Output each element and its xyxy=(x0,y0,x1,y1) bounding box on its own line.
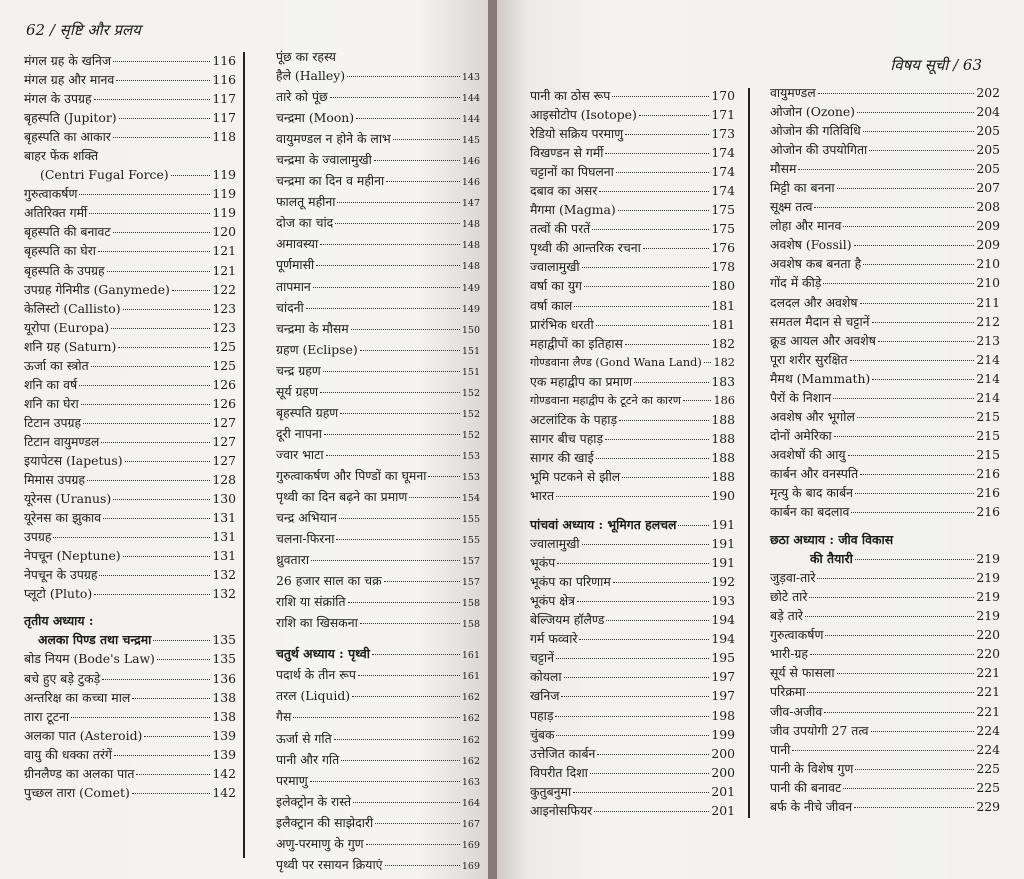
toc-entry: महाद्वीपों का इतिहास 182 xyxy=(530,335,735,351)
toc-entry: लोहा और मानव 209 xyxy=(770,218,1000,234)
toc-entry: चन्द्र ग्रहण 151 xyxy=(276,362,480,378)
toc-entry: वायुमण्डल 202 xyxy=(770,85,1000,100)
toc-entry: केलिस्टो (Callisto) 123 xyxy=(24,300,236,316)
toc-entry: मैगमा (Magma) 175 xyxy=(530,202,735,218)
toc-entry: बृहस्पति (Jupitor) 117 xyxy=(24,110,236,126)
toc-entry: ग्रहण (Eclipse) 151 xyxy=(276,341,480,357)
toc-entry: वर्षा काल 181 xyxy=(530,297,735,313)
toc-entry: परिक्रमा 221 xyxy=(770,684,1000,700)
toc-entry: पानी के विशेष गुण 225 xyxy=(770,760,1000,776)
toc-entry: ध्रुवतारा 157 xyxy=(276,552,480,568)
toc-entry: आइनोसफियर 201 xyxy=(530,802,735,818)
toc-entry: मौसम 205 xyxy=(770,161,1000,177)
toc-entry: बड़े तारे 219 xyxy=(770,608,1000,624)
toc-entry: तारा टूटना 138 xyxy=(24,708,236,724)
toc-entry: गुरुत्वाकर्षण 220 xyxy=(770,627,1000,643)
toc-entry: भूमि पटकने से झील 188 xyxy=(530,468,735,484)
toc-entry: कुतुबनुमा 201 xyxy=(530,783,735,799)
toc-column-2 xyxy=(276,47,480,876)
toc-entry: बृहस्पति की बनावट 120 xyxy=(24,224,236,240)
chapter-heading: की तैयारी 219 xyxy=(810,551,1000,567)
toc-entry: बर्फ के नीचे जीवन 229 xyxy=(770,798,1000,814)
chapter-heading: छठा अध्याय : जीव विकास xyxy=(770,532,894,548)
toc-entry: भूकंप 191 xyxy=(530,555,735,571)
toc-entry: पृथ्वी पर रसायन क्रियाएं 169 xyxy=(276,856,480,872)
toc-entry: पैरों के निशान 214 xyxy=(770,389,1000,405)
column-divider xyxy=(243,52,245,858)
toc-entry: नेपचून (Neptune) 131 xyxy=(24,548,236,564)
toc-entry: पुच्छल तारा (Comet) 142 xyxy=(24,784,236,800)
toc-entry: कार्बन और वनस्पति 216 xyxy=(770,465,1000,481)
toc-entry: यूरेनस का झुकाव 131 xyxy=(24,510,236,526)
toc-entry: वायुमण्डल न होने के लाभ 145 xyxy=(276,131,480,147)
toc-entry: ऊर्जा का स्त्रोत 125 xyxy=(24,357,236,373)
toc-entry: वर्षा का युग 180 xyxy=(530,278,735,294)
toc-entry: मिट्टी का बनना 207 xyxy=(770,180,1000,196)
toc-entry: तत्वों की परतें 175 xyxy=(530,221,735,237)
toc-entry: अटलांटिक के पहाड़ 188 xyxy=(530,411,735,427)
toc-entry: 26 हजार साल का चक्र 157 xyxy=(276,573,480,589)
toc-entry: ज्वालामुखी 191 xyxy=(530,536,735,552)
toc-entry: कार्बन का बदलाव 216 xyxy=(770,504,1000,520)
toc-entry: हैले (Halley) 143 xyxy=(276,68,480,84)
toc-entry: बोड नियम (Bode's Law) 135 xyxy=(24,651,236,667)
toc-entry: सागर बीच पहाड़ 188 xyxy=(530,430,735,446)
toc-entry: राशि या संक्रांति 158 xyxy=(276,594,480,610)
toc-entry: मंगल ग्रह के खनिज 116 xyxy=(24,53,236,68)
toc-entry: ज्वालामुखी 178 xyxy=(530,259,735,275)
toc-entry: चन्द्रमा के मौसम 150 xyxy=(276,320,480,336)
toc-entry: शनि का घेरा 126 xyxy=(24,395,236,411)
toc-entry: गोण्डवाना महाद्वीप के टूटने का कारण 186 xyxy=(530,393,735,407)
toc-entry: प्रारंभिक धरती 181 xyxy=(530,316,735,332)
toc-entry: दूरी नापना 152 xyxy=(276,425,480,441)
toc-entry: क्रूड आयल और अवशेष 213 xyxy=(770,332,1000,348)
toc-entry: पानी की बनावट 225 xyxy=(770,779,1000,795)
toc-entry: इलैक्ट्रान की साझेदारी 167 xyxy=(276,814,480,830)
toc-column-1 xyxy=(24,51,236,802)
toc-entry: गर्म फव्वारे 194 xyxy=(530,631,735,647)
toc-entry: चुंबक 199 xyxy=(530,726,735,742)
toc-entry: पहाड़ 198 xyxy=(530,707,735,723)
toc-entry: मृत्यु के बाद कार्बन 216 xyxy=(770,484,1000,500)
toc-entry: समतल मैदान से चट्टानें 212 xyxy=(770,313,1000,329)
toc-entry: शनि ग्रह (Saturn) 125 xyxy=(24,338,236,354)
toc-entry: भारत 190 xyxy=(530,487,735,503)
toc-entry: जीव-अजीव 221 xyxy=(770,703,1000,719)
toc-entry: खनिज 197 xyxy=(530,688,735,704)
chapter-heading: पांचवां अध्याय : भूमिगत हलचल 191 xyxy=(530,517,735,533)
toc-entry: तरल (Liquid) 162 xyxy=(276,688,480,704)
toc-entry: इलेक्ट्रोन के रास्ते 164 xyxy=(276,793,480,809)
toc-entry: दलदल और अवशेष 211 xyxy=(770,294,1000,310)
toc-entry: चन्द्रमा के ज्वालामुखी 146 xyxy=(276,152,480,168)
toc-entry: चन्द्रमा (Moon) 144 xyxy=(276,110,480,126)
toc-entry: अमावस्या 148 xyxy=(276,236,480,252)
toc-entry: बेल्जियम हॉलैण्ड 194 xyxy=(530,612,735,628)
toc-entry: दबाव का असर 174 xyxy=(530,183,735,199)
toc-entry: एक महाद्वीप का प्रमाण 183 xyxy=(530,373,735,389)
toc-entry: भारी-ग्रह 220 xyxy=(770,646,1000,662)
toc-entry: पदार्थ के तीन रूप 161 xyxy=(276,667,480,683)
toc-entry: ओजोन की गतिविधि 205 xyxy=(770,123,1000,139)
toc-entry: टिटान वायुमण्डल 127 xyxy=(24,433,236,449)
toc-entry: ऊर्जा से गति 162 xyxy=(276,730,480,746)
toc-entry: जीव उपयोगी 27 तत्व 224 xyxy=(770,722,1000,738)
toc-entry: उपग्रह गेनिमीड (Ganymede) 122 xyxy=(24,281,236,297)
toc-entry: पानी और गति 162 xyxy=(276,751,480,767)
toc-entry: चट्टानों का पिघलना 174 xyxy=(530,164,735,180)
toc-entry: पूर्णमासी 148 xyxy=(276,257,480,273)
toc-entry: प्लूटो (Pluto) 132 xyxy=(24,586,236,602)
toc-entry: ज्वार भाटा 153 xyxy=(276,446,480,462)
toc-entry: नेपचून के उपग्रह 132 xyxy=(24,567,236,583)
toc-entry: पृथ्वी का दिन बढ़ने का प्रमाण 154 xyxy=(276,488,480,504)
toc-entry: शनि का वर्ष 126 xyxy=(24,376,236,392)
chapter-heading: तृतीय अध्याय : xyxy=(24,613,94,629)
toc-entry: गुरुत्वाकर्षण 119 xyxy=(24,186,236,202)
toc-entry: उपग्रह 131 xyxy=(24,529,236,545)
toc-entry: वायु की धक्का तरंगें 139 xyxy=(24,746,236,762)
toc-entry: ओजोन (Ozone) 204 xyxy=(770,104,1000,120)
toc-entry: भूकंप क्षेत्र 193 xyxy=(530,593,735,609)
toc-entry: तापमान 149 xyxy=(276,278,480,294)
toc-entry: मैमथ (Mammath) 214 xyxy=(770,370,1000,386)
toc-entry: कोयला 197 xyxy=(530,669,735,685)
right-page-header: विषय सूची / 63 xyxy=(890,56,982,74)
toc-entry: चांदनी 149 xyxy=(276,299,480,315)
toc-entry: सूर्य से फासला 221 xyxy=(770,665,1000,681)
toc-entry: चट्टानें 195 xyxy=(530,650,735,666)
toc-entry: छोटे तारे 219 xyxy=(770,589,1000,605)
toc-entry: अन्तरिक्ष का कच्चा माल 138 xyxy=(24,689,236,705)
toc-entry: जुड़वा-तारे 219 xyxy=(770,570,1000,586)
chapter-heading: चतुर्थ अध्याय : पृथ्वी 161 xyxy=(276,646,480,662)
toc-entry: अवशेषों की आयु 215 xyxy=(770,446,1000,462)
toc-entry: बृहस्पति के उपग्रह 121 xyxy=(24,262,236,278)
toc-column-4 xyxy=(770,83,1000,816)
toc-entry: इयापेटस (Iapetus) 127 xyxy=(24,452,236,468)
toc-entry: पूरा शरीर सुरक्षित 214 xyxy=(770,351,1000,367)
toc-entry: सूक्ष्म तत्व 208 xyxy=(770,199,1000,215)
left-page-header: 62 / सृष्टि और प्रलय xyxy=(26,21,141,39)
toc-entry: पूंछ का रहस्य xyxy=(276,49,336,64)
toc-entry: बचे हुए बड़े टुकड़े 136 xyxy=(24,670,236,686)
toc-entry: चन्द्र अभियान 155 xyxy=(276,510,480,526)
toc-entry: बृहस्पति का घेरा 121 xyxy=(24,243,236,259)
toc-entry: भूकंप का परिणाम 192 xyxy=(530,574,735,590)
toc-entry: मंगल के उपग्रह 117 xyxy=(24,91,236,107)
toc-entry: फालतू महीना 147 xyxy=(276,194,480,210)
toc-entry: गुरुत्वाकर्षण और पिण्डों का घूमना 153 xyxy=(276,467,480,483)
toc-column-3 xyxy=(530,86,735,820)
toc-entry: ओजोन की उपयोगिता 205 xyxy=(770,142,1000,158)
toc-entry: गोंद में कीड़े 210 xyxy=(770,275,1000,291)
toc-entry: अवशेष कब बनता है 210 xyxy=(770,256,1000,272)
toc-entry: बृहस्पति का आकार 118 xyxy=(24,129,236,145)
toc-entry: चन्द्रमा का दिन व महीना 146 xyxy=(276,173,480,189)
toc-entry: दोज का चांद 148 xyxy=(276,215,480,231)
toc-entry: सूर्य ग्रहण 152 xyxy=(276,383,480,399)
toc-entry: आइसोटोप (Isotope) 171 xyxy=(530,107,735,123)
toc-entry: अणु-परमाणु के गुण 169 xyxy=(276,835,480,851)
toc-entry: पानी 224 xyxy=(770,741,1000,757)
toc-entry: (Centri Fugal Force) 119 xyxy=(40,167,236,183)
toc-entry: पानी का ठोस रूप 170 xyxy=(530,88,735,103)
toc-entry: पृथ्वी की आन्तरिक रचना 176 xyxy=(530,240,735,256)
toc-entry: राशि का खिसकना 158 xyxy=(276,615,480,631)
toc-entry: टिटान उपग्रह 127 xyxy=(24,414,236,430)
toc-entry: यूरेनस (Uranus) 130 xyxy=(24,491,236,507)
toc-entry: सागर की खाई 188 xyxy=(530,449,735,465)
toc-entry: बाहर फेंक शक्ति xyxy=(24,148,99,164)
toc-entry: ग्रीनलैण्ड का अलका पात 142 xyxy=(24,765,236,781)
toc-entry: अवशेष (Fossil) 209 xyxy=(770,237,1000,253)
toc-entry: मिमास उपग्रह 128 xyxy=(24,472,236,488)
toc-entry: दोनों अमेरिका 215 xyxy=(770,427,1000,443)
toc-entry: गैस 162 xyxy=(276,709,480,725)
toc-entry: यूरोपा (Europa) 123 xyxy=(24,319,236,335)
toc-entry: विखण्डन से गर्मी 174 xyxy=(530,145,735,161)
toc-entry: अवशेष और भूगोल 215 xyxy=(770,408,1000,424)
toc-entry: मंगल ग्रह और मानव 116 xyxy=(24,72,236,88)
toc-entry: तारे को पूंछ 144 xyxy=(276,89,480,105)
toc-entry: बृहस्पति ग्रहण 152 xyxy=(276,404,480,420)
toc-entry: अतिरिक्त गर्मी 119 xyxy=(24,205,236,221)
toc-entry: गोण्डवाना लैण्ड (Gond Wana Land) 182 xyxy=(530,355,735,369)
chapter-heading: अलका पिण्ड तथा चन्द्रमा 135 xyxy=(38,632,236,648)
toc-entry: अलका पात (Asteroid) 139 xyxy=(24,727,236,743)
toc-entry: उत्तेजित कार्बन 200 xyxy=(530,745,735,761)
toc-entry: विपरीत दिशा 200 xyxy=(530,764,735,780)
toc-entry: चलना-फिरना 155 xyxy=(276,531,480,547)
toc-entry: परमाणु 163 xyxy=(276,772,480,788)
column-divider xyxy=(748,88,750,818)
toc-entry: रेडियो सक्रिय परमाणु 173 xyxy=(530,126,735,142)
